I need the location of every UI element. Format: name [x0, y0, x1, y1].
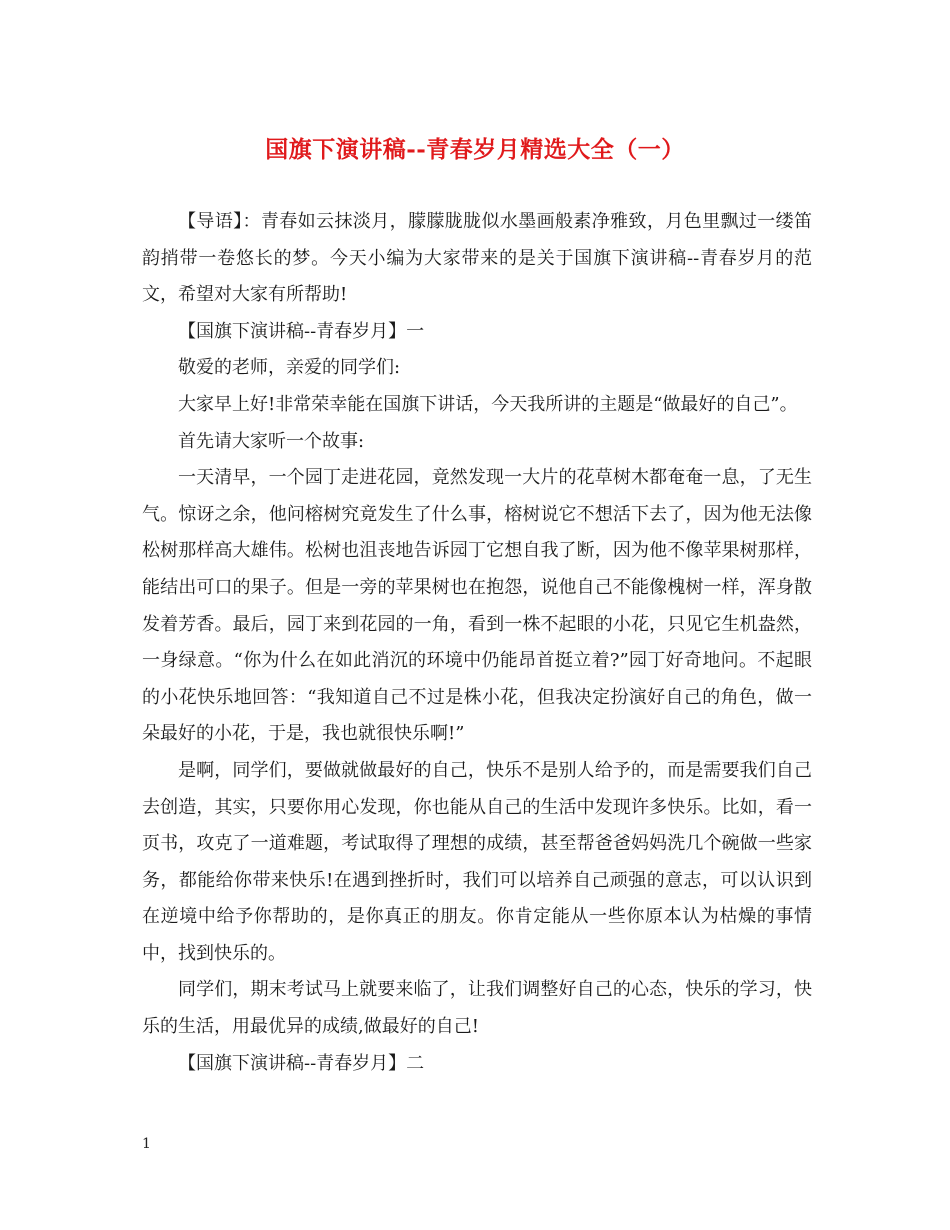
section-heading-one: 【国旗下演讲稿--青春岁月】一 [178, 320, 425, 342]
reflection-paragraph: 是啊，同学们，要做就做最好的自己，快乐不是别人给予的，而是需要我们自己去创造，其实，只要你用心发现，你也能从自己的生活中发现许多快乐。比如，看一页书，攻克了一道难题，考试取得了理想的成绩，甚至帮爸爸妈妈洗几个碗做一些家务，都能给你带来快乐!在遇到挫折时，我们可以培养自己顽强的意志，可以认识到在逆境中给予你帮助的，是你真正的朋友。你肯定能从一些你原本认为枯燥的事情中，找到快乐的。 [142, 759, 812, 964]
closing-paragraph: 同学们，期末考试马上就要来临了，让我们调整好自己的心态，快乐的学习，快乐的生活，用最优异的成绩,做最好的自己! [142, 979, 812, 1038]
page-number: 1 [142, 1136, 151, 1152]
document-title: 国旗下演讲稿--青春岁月精选大全（一） [265, 136, 685, 163]
greeting-paragraph: 大家早上好!非常荣幸能在国旗下讲话，今天我所讲的主题是“做最好的自己”。 [178, 393, 798, 415]
story-paragraph: 一天清早，一个园丁走进花园，竟然发现一大片的花草树木都奄奄一息，了无生气。惊讶之余，他问榕树究竟发生了什么事，榕树说它不想活下去了，因为他无法像松树那样高大雄伟。松树也沮丧地告诉园丁它想自我了断，因为他不像苹果树那样，能结出可口的果子。但是一旁的苹果树也在抱怨，说他自己不能像槐树一样，浑身散发着芳香。最后，园丁来到花园的一角，看到一株不起眼的小花，只见它生机盎然，一身绿意。“你为什么在如此消沉的环境中仍能昂首挺立着?”园丁好奇地问。不起眼的小花快乐地回答：“我知道自己不过是株小花，但我决定扮演好自己的角色，做一朵最好的小花，于是，我也就很快乐啊!” [142, 467, 812, 745]
intro-paragraph: 【导语】：青春如云抹淡月，朦朦胧胧似水墨画般素净雅致，月色里飘过一缕笛韵捎带一卷悠长的梦。今天小编为大家带来的是关于国旗下演讲稿--青春岁月的范文，希望对大家有所帮助! [142, 211, 812, 306]
story-intro-paragraph: 首先请大家听一个故事: [178, 430, 365, 452]
document-body [142, 204, 812, 1082]
section-heading-two: 【国旗下演讲稿--青春岁月】二 [178, 1052, 425, 1074]
salutation-paragraph: 敬爱的老师，亲爱的同学们: [178, 357, 401, 379]
